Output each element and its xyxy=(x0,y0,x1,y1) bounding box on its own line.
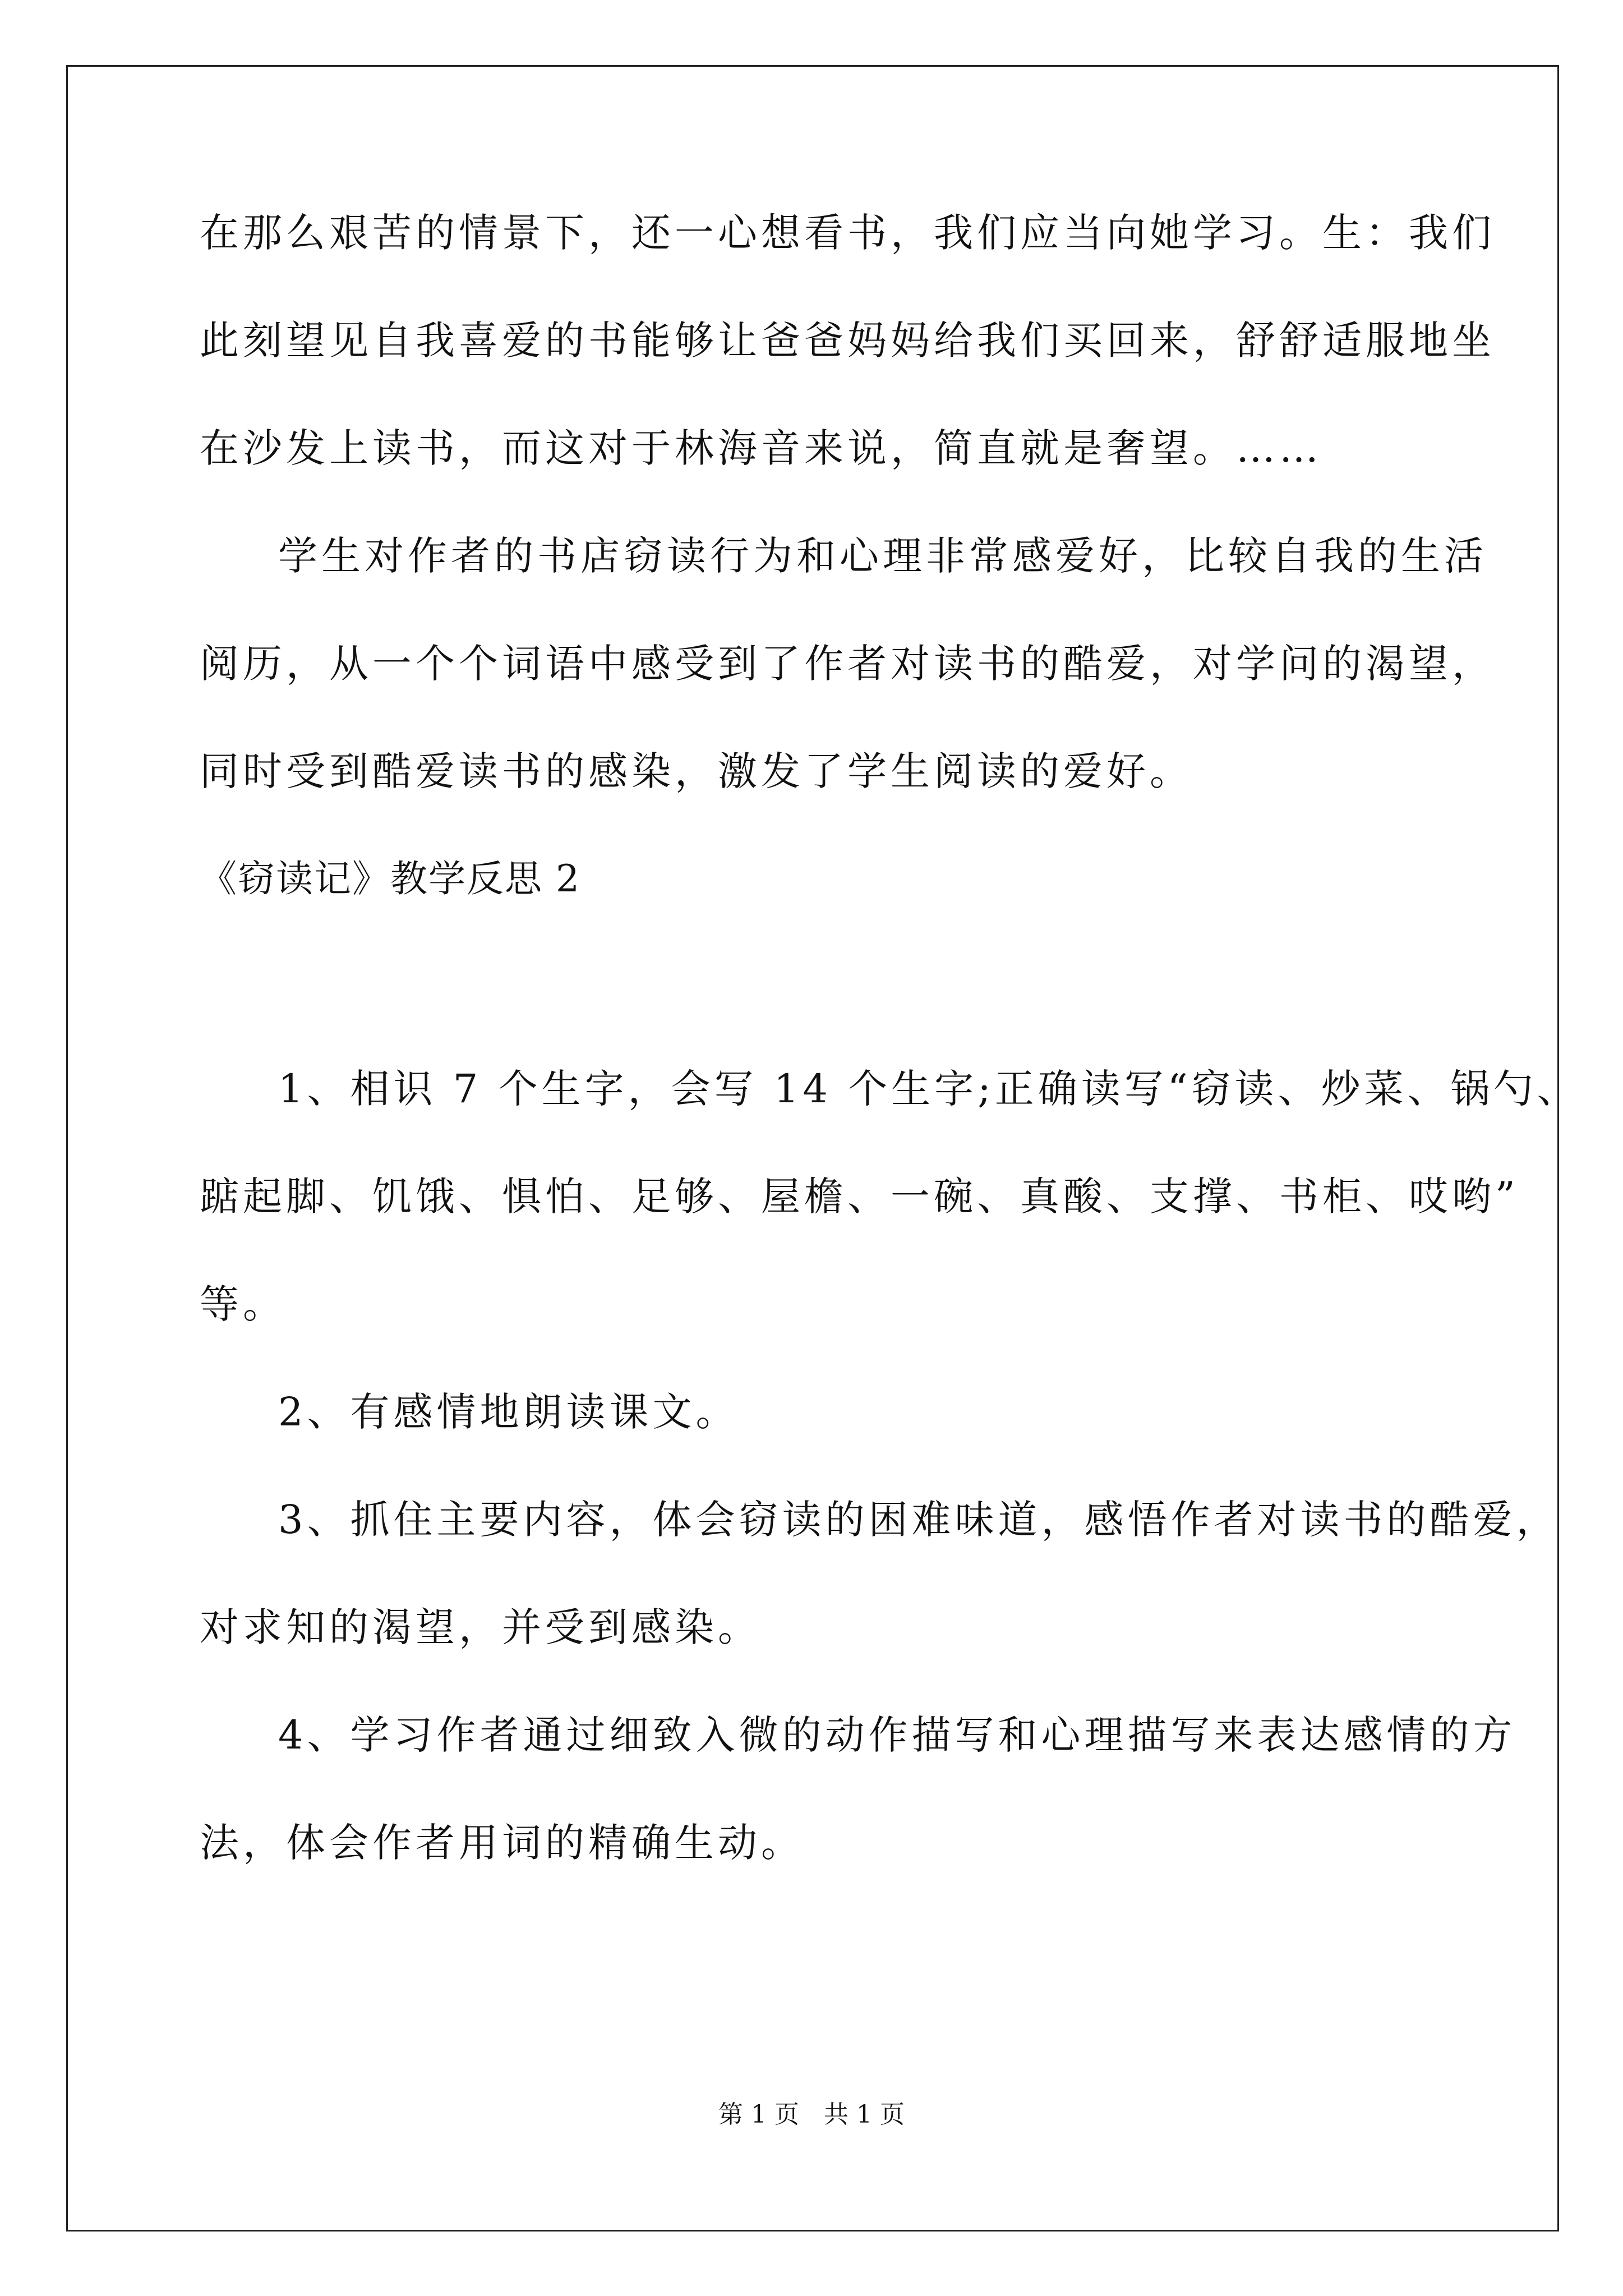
paragraph-line: 在沙发上读书，而这对于林海音来说，简直就是奢望。…… xyxy=(200,425,1322,471)
paragraph-line: 阅历，从一个个词语中感受到了作者对读书的酷爱，对学问的渴望， xyxy=(200,641,1495,687)
goal-line: 踮起脚、饥饿、惧怕、足够、屋檐、一碗、真酸、支撑、书柜、哎哟” xyxy=(200,1174,1519,1220)
paragraph-line: 此刻望见自我喜爱的书能够让爸爸妈妈给我们买回来，舒舒适服地坐 xyxy=(200,318,1495,364)
page-footer: 第 1 页 共 1 页 xyxy=(718,2100,905,2129)
goal-line: 1、相识 7 个生字，会写 14 个生字;正确读写“窃读、炒菜、锅勺、 xyxy=(278,1066,1580,1112)
paragraph-line: 学生对作者的书店窃读行为和心理非常感爱好，比较自我的生活 xyxy=(278,533,1487,579)
paragraph-line: 同时受到酷爱读书的感染，激发了学生阅读的爱好。 xyxy=(200,748,1193,794)
goal-line: 法，体会作者用词的精确生动。 xyxy=(200,1820,804,1866)
goal-line: 等。 xyxy=(200,1281,286,1327)
goal-line: 4、学习作者通过细致入微的动作描写和心理描写来表达感情的方 xyxy=(278,1712,1516,1758)
goal-line: 对求知的渴望，并受到感染。 xyxy=(200,1604,761,1650)
paragraph-line: 在那么艰苦的情景下，还一心想看书，我们应当向她学习。生：我们 xyxy=(200,210,1495,256)
goal-line: 3、抓住主要内容，体会窃读的困难味道，感悟作者对读书的酷爱， xyxy=(278,1497,1560,1543)
page-border xyxy=(66,65,1559,2231)
goal-line: 2、有感情地朗读课文。 xyxy=(278,1389,739,1435)
section-heading: 《窃读记》教学反思 2 xyxy=(200,857,580,900)
